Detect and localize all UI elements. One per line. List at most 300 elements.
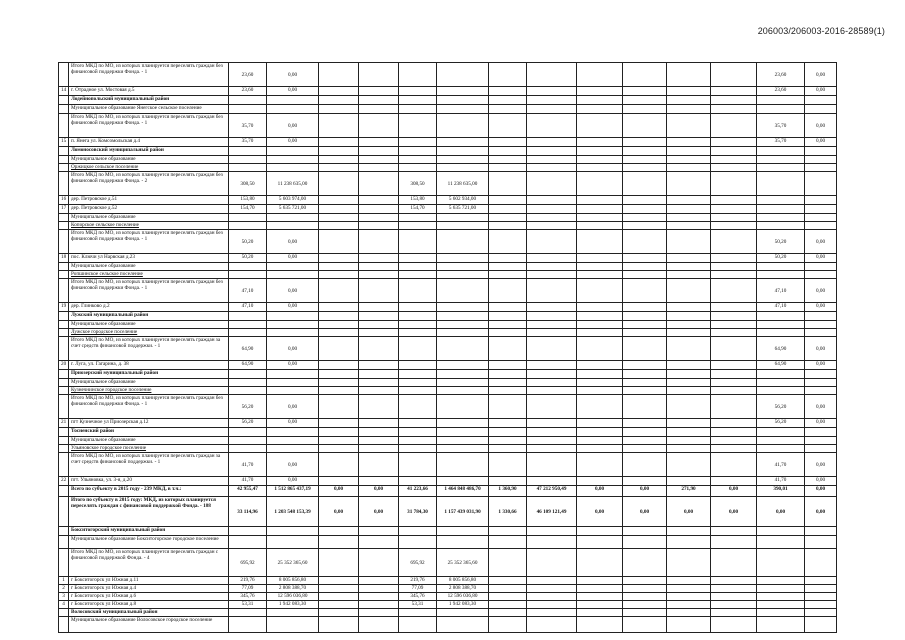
value-cell bbox=[267, 609, 319, 617]
value-cell bbox=[623, 164, 667, 172]
table-row bbox=[59, 337, 837, 361]
value-cell bbox=[527, 601, 577, 609]
row-number-cell bbox=[59, 370, 69, 379]
value-cell bbox=[527, 549, 577, 577]
value-cell bbox=[489, 593, 527, 601]
value-cell bbox=[489, 609, 527, 617]
value-cell bbox=[527, 395, 577, 419]
value-cell: 46 109 121,49 bbox=[527, 497, 577, 527]
value-cell: 0,00 bbox=[577, 486, 623, 497]
value-cell bbox=[359, 96, 399, 105]
value-cell bbox=[757, 379, 805, 387]
row-number-cell bbox=[59, 395, 69, 419]
table-row bbox=[59, 156, 837, 164]
value-cell bbox=[229, 156, 267, 164]
value-cell bbox=[577, 263, 623, 271]
value-cell bbox=[437, 379, 489, 387]
value-cell bbox=[805, 428, 837, 437]
value-cell bbox=[437, 114, 489, 138]
value-cell: 2 808 388,70 bbox=[437, 585, 489, 593]
value-cell: 41,70 bbox=[229, 453, 267, 477]
value-cell: 0,00 bbox=[805, 87, 837, 96]
row-number-cell: 3 bbox=[59, 593, 69, 601]
value-cell bbox=[229, 263, 267, 271]
value-cell bbox=[267, 428, 319, 437]
value-cell: 0,00 bbox=[805, 453, 837, 477]
value-cell bbox=[527, 428, 577, 437]
value-cell bbox=[711, 172, 757, 196]
value-cell bbox=[319, 230, 359, 254]
value-cell: 0,00 bbox=[805, 486, 837, 497]
value-cell bbox=[757, 609, 805, 617]
value-cell bbox=[577, 196, 623, 205]
value-cell bbox=[319, 87, 359, 96]
value-cell bbox=[623, 379, 667, 387]
row-name-cell: Итого МКД по МО, из которых планируется переселять граждан без финансовой поддержки Фонда. - 1 bbox=[69, 395, 229, 419]
value-cell: 0,00 bbox=[267, 114, 319, 138]
value-cell bbox=[667, 263, 711, 271]
value-cell: 308,50 bbox=[229, 172, 267, 196]
row-number-cell bbox=[59, 156, 69, 164]
value-cell bbox=[489, 87, 527, 96]
value-cell bbox=[489, 205, 527, 214]
row-name-cell: Муниципальное образование bbox=[69, 321, 229, 329]
value-cell bbox=[623, 222, 667, 230]
table-row bbox=[59, 222, 837, 230]
value-cell bbox=[711, 164, 757, 172]
value-cell: 35,70 bbox=[229, 114, 267, 138]
row-name-cell: Итого по субъекту в 2015 году: МКД, из которых планируется переселять граждан с финансовой поддержкой Фонда. - 188 bbox=[69, 497, 229, 527]
value-cell bbox=[399, 222, 437, 230]
value-cell bbox=[319, 337, 359, 361]
value-cell bbox=[623, 321, 667, 329]
value-cell: 0,00 bbox=[805, 419, 837, 428]
row-name-cell: Лужский муниципальный район bbox=[69, 312, 229, 321]
value-cell bbox=[757, 271, 805, 279]
value-cell bbox=[489, 419, 527, 428]
value-cell bbox=[711, 254, 757, 263]
value-cell bbox=[359, 585, 399, 593]
value-cell: 31 784,30 bbox=[399, 497, 437, 527]
value-cell bbox=[319, 312, 359, 321]
value-cell bbox=[267, 379, 319, 387]
value-cell bbox=[399, 105, 437, 114]
table-row bbox=[59, 303, 837, 312]
value-cell bbox=[623, 87, 667, 96]
value-cell bbox=[711, 87, 757, 96]
value-cell bbox=[229, 96, 267, 105]
value-cell bbox=[437, 230, 489, 254]
value-cell bbox=[623, 230, 667, 254]
value-cell bbox=[527, 87, 577, 96]
value-cell bbox=[757, 205, 805, 214]
value-cell bbox=[527, 370, 577, 379]
value-cell: 0,00 bbox=[623, 486, 667, 497]
value-cell bbox=[805, 196, 837, 205]
row-number-cell bbox=[59, 497, 69, 527]
table-row bbox=[59, 263, 837, 271]
value-cell bbox=[805, 105, 837, 114]
value-cell: 153,80 bbox=[229, 196, 267, 205]
value-cell bbox=[437, 321, 489, 329]
value-cell: 0,00 bbox=[577, 497, 623, 527]
value-cell: 77,09 bbox=[229, 585, 267, 593]
value-cell bbox=[577, 222, 623, 230]
row-number-cell bbox=[59, 329, 69, 337]
value-cell bbox=[527, 453, 577, 477]
value-cell bbox=[229, 527, 267, 536]
table-row bbox=[59, 63, 837, 87]
table-row bbox=[59, 609, 837, 617]
value-cell bbox=[229, 387, 267, 395]
value-cell bbox=[267, 214, 319, 222]
value-cell bbox=[805, 164, 837, 172]
value-cell bbox=[399, 230, 437, 254]
value-cell bbox=[527, 419, 577, 428]
value-cell bbox=[623, 419, 667, 428]
row-number-cell bbox=[59, 321, 69, 329]
value-cell bbox=[711, 196, 757, 205]
value-cell: 0,00 bbox=[805, 254, 837, 263]
value-cell bbox=[527, 477, 577, 486]
value-cell bbox=[527, 593, 577, 601]
value-cell bbox=[319, 164, 359, 172]
value-cell bbox=[399, 303, 437, 312]
value-cell bbox=[489, 370, 527, 379]
value-cell: 0,00 bbox=[267, 138, 319, 147]
value-cell bbox=[359, 312, 399, 321]
row-number-cell bbox=[59, 172, 69, 196]
value-cell bbox=[229, 437, 267, 445]
value-cell bbox=[489, 164, 527, 172]
row-number-cell bbox=[59, 230, 69, 254]
value-cell bbox=[437, 271, 489, 279]
row-number-cell: 4 bbox=[59, 601, 69, 609]
value-cell bbox=[359, 164, 399, 172]
value-cell: 2 808 388,70 bbox=[267, 585, 319, 593]
value-cell bbox=[437, 527, 489, 536]
value-cell bbox=[489, 263, 527, 271]
value-cell: 1 942 083,30 bbox=[437, 601, 489, 609]
value-cell bbox=[437, 87, 489, 96]
row-number-cell bbox=[59, 63, 69, 87]
value-cell bbox=[711, 312, 757, 321]
value-cell: 0,00 bbox=[267, 303, 319, 312]
value-cell bbox=[527, 577, 577, 585]
value-cell bbox=[711, 230, 757, 254]
value-cell: 35,70 bbox=[757, 138, 805, 147]
row-name-cell: Муниципальное образование Бокситогорское городское поселение bbox=[69, 536, 229, 549]
value-cell bbox=[577, 105, 623, 114]
value-cell bbox=[489, 453, 527, 477]
value-cell: 695,92 bbox=[229, 549, 267, 577]
value-cell bbox=[267, 321, 319, 329]
value-cell bbox=[319, 105, 359, 114]
value-cell bbox=[711, 379, 757, 387]
value-cell bbox=[577, 138, 623, 147]
value-cell bbox=[711, 437, 757, 445]
value-cell bbox=[399, 321, 437, 329]
value-cell bbox=[711, 536, 757, 549]
value-cell bbox=[757, 312, 805, 321]
value-cell bbox=[267, 164, 319, 172]
value-cell bbox=[319, 477, 359, 486]
table-row bbox=[59, 172, 837, 196]
value-cell bbox=[805, 609, 837, 617]
value-cell bbox=[489, 437, 527, 445]
value-cell bbox=[359, 214, 399, 222]
value-cell bbox=[623, 617, 667, 633]
table-row bbox=[59, 497, 837, 527]
value-cell bbox=[437, 361, 489, 370]
value-cell: 154,70 bbox=[399, 205, 437, 214]
value-cell: 0,00 bbox=[319, 486, 359, 497]
value-cell bbox=[489, 585, 527, 593]
value-cell bbox=[267, 527, 319, 536]
table-row bbox=[59, 428, 837, 437]
row-number-cell: 14 bbox=[59, 87, 69, 96]
value-cell bbox=[359, 271, 399, 279]
value-cell bbox=[527, 172, 577, 196]
value-cell: 0,00 bbox=[267, 230, 319, 254]
value-cell bbox=[711, 617, 757, 633]
value-cell bbox=[399, 138, 437, 147]
value-cell bbox=[359, 337, 399, 361]
value-cell bbox=[437, 387, 489, 395]
value-cell bbox=[267, 536, 319, 549]
value-cell bbox=[577, 453, 623, 477]
table-row bbox=[59, 527, 837, 536]
value-cell bbox=[527, 337, 577, 361]
value-cell bbox=[527, 263, 577, 271]
value-cell bbox=[667, 428, 711, 437]
value-cell bbox=[229, 445, 267, 453]
value-cell bbox=[623, 254, 667, 263]
value-cell bbox=[399, 337, 437, 361]
value-cell bbox=[667, 114, 711, 138]
value-cell: 5 603 974,00 bbox=[267, 196, 319, 205]
value-cell bbox=[359, 205, 399, 214]
table-row bbox=[59, 105, 837, 114]
value-cell: 0,00 bbox=[267, 453, 319, 477]
value-cell bbox=[667, 214, 711, 222]
value-cell bbox=[577, 609, 623, 617]
value-cell bbox=[577, 96, 623, 105]
value-cell bbox=[399, 477, 437, 486]
table-row bbox=[59, 617, 837, 633]
value-cell: 0,00 bbox=[623, 497, 667, 527]
row-name-cell: Итого МКД по МО, из которых планируется переселять граждан без финансовой поддержки Фонда. - 1 bbox=[69, 63, 229, 87]
table-row bbox=[59, 585, 837, 593]
value-cell bbox=[667, 419, 711, 428]
value-cell bbox=[319, 263, 359, 271]
value-cell bbox=[399, 428, 437, 437]
value-cell: 345,76 bbox=[229, 593, 267, 601]
value-cell: 0,00 bbox=[267, 63, 319, 87]
value-cell bbox=[489, 214, 527, 222]
value-cell: 308,50 bbox=[399, 172, 437, 196]
row-number-cell bbox=[59, 279, 69, 303]
row-number-cell: 1 bbox=[59, 577, 69, 585]
value-cell bbox=[229, 214, 267, 222]
value-cell bbox=[667, 609, 711, 617]
value-cell bbox=[577, 156, 623, 164]
row-number-cell bbox=[59, 617, 69, 633]
row-name-cell: Итого МКД по МО, из которых планируется переселять граждан с финансовой поддержкой Фонда. - 4 bbox=[69, 549, 229, 577]
value-cell: 47,10 bbox=[757, 279, 805, 303]
value-cell bbox=[805, 156, 837, 164]
table-row bbox=[59, 279, 837, 303]
value-cell bbox=[267, 147, 319, 156]
value-cell bbox=[711, 609, 757, 617]
value-cell bbox=[757, 164, 805, 172]
value-cell bbox=[437, 96, 489, 105]
value-cell bbox=[711, 263, 757, 271]
value-cell: 0,00 bbox=[267, 337, 319, 361]
value-cell bbox=[319, 205, 359, 214]
value-cell bbox=[527, 222, 577, 230]
value-cell bbox=[319, 329, 359, 337]
value-cell bbox=[527, 303, 577, 312]
value-cell: 695,92 bbox=[399, 549, 437, 577]
value-cell: 1 157 439 031,90 bbox=[437, 497, 489, 527]
value-cell bbox=[437, 477, 489, 486]
value-cell bbox=[527, 105, 577, 114]
value-cell bbox=[711, 549, 757, 577]
value-cell bbox=[805, 263, 837, 271]
value-cell bbox=[757, 321, 805, 329]
value-cell: 0,00 bbox=[805, 497, 837, 527]
value-cell bbox=[437, 437, 489, 445]
row-name-cell: Муниципальное образование bbox=[69, 214, 229, 222]
row-number-cell: 2 bbox=[59, 585, 69, 593]
row-number-cell bbox=[59, 445, 69, 453]
value-cell bbox=[489, 156, 527, 164]
value-cell bbox=[319, 214, 359, 222]
value-cell bbox=[319, 303, 359, 312]
value-cell bbox=[623, 585, 667, 593]
value-cell bbox=[319, 271, 359, 279]
value-cell bbox=[757, 617, 805, 633]
value-cell bbox=[667, 477, 711, 486]
value-cell bbox=[489, 147, 527, 156]
value-cell bbox=[229, 370, 267, 379]
value-cell: 56,20 bbox=[757, 419, 805, 428]
value-cell bbox=[623, 536, 667, 549]
value-cell bbox=[667, 577, 711, 585]
value-cell bbox=[359, 609, 399, 617]
value-cell bbox=[359, 222, 399, 230]
value-cell bbox=[489, 527, 527, 536]
value-cell bbox=[319, 453, 359, 477]
value-cell: 56,20 bbox=[229, 419, 267, 428]
row-name-cell: дер. Глинково д.2 bbox=[69, 303, 229, 312]
value-cell bbox=[623, 445, 667, 453]
value-cell bbox=[359, 536, 399, 549]
value-cell bbox=[359, 230, 399, 254]
value-cell bbox=[711, 337, 757, 361]
row-name-cell: Муниципальное образование bbox=[69, 156, 229, 164]
value-cell: 0,00 bbox=[267, 361, 319, 370]
value-cell bbox=[577, 387, 623, 395]
value-cell: 35,70 bbox=[757, 114, 805, 138]
value-cell bbox=[757, 96, 805, 105]
value-cell bbox=[437, 337, 489, 361]
value-cell bbox=[267, 387, 319, 395]
row-number-cell bbox=[59, 164, 69, 172]
row-number-cell bbox=[59, 379, 69, 387]
value-cell bbox=[577, 321, 623, 329]
value-cell: 0,00 bbox=[805, 361, 837, 370]
value-cell: 0,00 bbox=[267, 254, 319, 263]
value-cell bbox=[359, 279, 399, 303]
value-cell: 56,20 bbox=[229, 395, 267, 419]
value-cell: 50,20 bbox=[757, 230, 805, 254]
value-cell bbox=[489, 279, 527, 303]
value-cell bbox=[711, 387, 757, 395]
row-name-cell: Итого МКД по МО, из которых планируется переселять граждан без финансовой поддержки Фонда. - 1 bbox=[69, 114, 229, 138]
value-cell bbox=[489, 337, 527, 361]
value-cell bbox=[667, 601, 711, 609]
value-cell bbox=[711, 63, 757, 87]
value-cell: 0,00 bbox=[359, 497, 399, 527]
value-cell bbox=[757, 370, 805, 379]
value-cell bbox=[527, 205, 577, 214]
row-number-cell: 21 bbox=[59, 419, 69, 428]
value-cell bbox=[267, 263, 319, 271]
value-cell bbox=[577, 370, 623, 379]
row-number-cell bbox=[59, 387, 69, 395]
value-cell bbox=[577, 254, 623, 263]
value-cell: 0,00 bbox=[667, 497, 711, 527]
value-cell bbox=[577, 536, 623, 549]
table-body bbox=[59, 63, 837, 633]
row-name-cell: пгт Кузнечное ул Приозерская д.12 bbox=[69, 419, 229, 428]
value-cell bbox=[399, 156, 437, 164]
value-cell bbox=[319, 437, 359, 445]
value-cell: 0,00 bbox=[805, 63, 837, 87]
row-name-cell: Всего по субъекту в 2015 году - 239 МКД, в т.ч.: bbox=[69, 486, 229, 497]
value-cell: 271,90 bbox=[667, 486, 711, 497]
value-cell bbox=[319, 527, 359, 536]
value-cell bbox=[805, 205, 837, 214]
row-number-cell: 17 bbox=[59, 205, 69, 214]
row-name-cell: Муниципальное образование Янегское сельское поселение bbox=[69, 105, 229, 114]
value-cell bbox=[527, 214, 577, 222]
table-row bbox=[59, 147, 837, 156]
value-cell bbox=[757, 536, 805, 549]
value-cell bbox=[229, 617, 267, 633]
value-cell bbox=[399, 617, 437, 633]
value-cell bbox=[805, 222, 837, 230]
value-cell bbox=[489, 230, 527, 254]
value-cell bbox=[667, 279, 711, 303]
value-cell bbox=[229, 379, 267, 387]
table-row bbox=[59, 477, 837, 486]
value-cell bbox=[489, 63, 527, 87]
table-row bbox=[59, 196, 837, 205]
value-cell bbox=[489, 379, 527, 387]
value-cell bbox=[527, 361, 577, 370]
value-cell bbox=[623, 271, 667, 279]
value-cell bbox=[437, 370, 489, 379]
value-cell bbox=[577, 303, 623, 312]
value-cell bbox=[711, 329, 757, 337]
value-cell bbox=[359, 329, 399, 337]
value-cell bbox=[489, 445, 527, 453]
value-cell bbox=[359, 379, 399, 387]
value-cell bbox=[359, 601, 399, 609]
